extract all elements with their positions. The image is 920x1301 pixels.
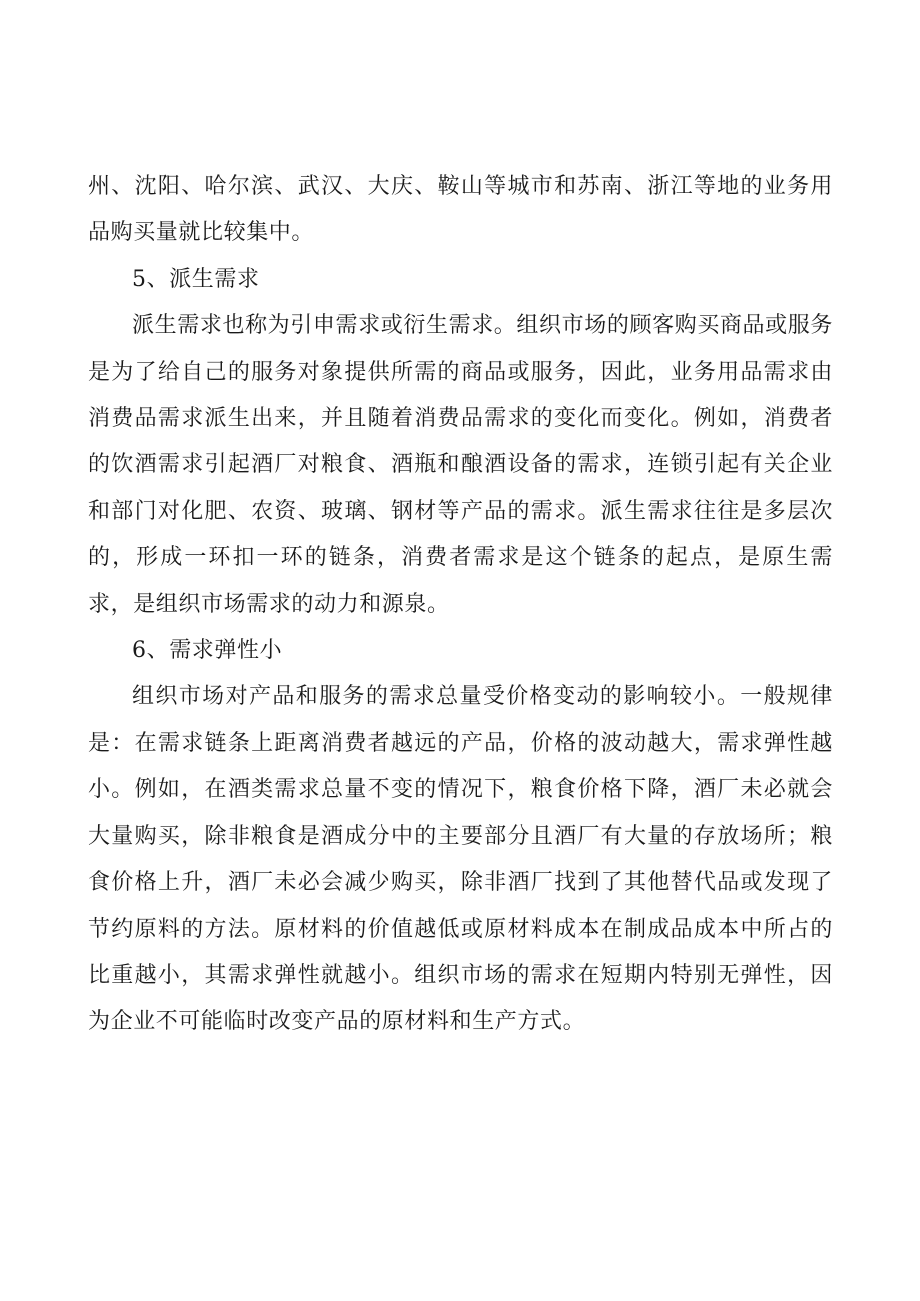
- continuation-paragraph: 州、沈阳、哈尔滨、武汉、大庆、鞍山等城市和苏南、浙江等地的业务用品购买量就比较集中。: [88, 174, 833, 246]
- section-paragraph-low-elasticity: 组织市场对产品和服务的需求总量受价格变动的影响较小。一般规律是：在需求链条上距离消费者越远的产品，价格的波动越大，需求弹性越小。例如，在酒类需求总量不变的情况下，粮食价格下降，酒厂未必就会大量购买，除非粮食是酒成分中的主要部分且酒厂有大量的存放场所；粮食价格上升，酒厂未必会减少购买，除非酒厂找到了其他替代品或发现了节约原料的方法。原材料的价值越低或原材料成本在制成品成本中所占的比重越小，其需求弹性就越小。组织市场的需求在短期内特别无弹性，因为企业不可能临时改变产品的原材料和生产方式。: [88, 684, 833, 1035]
- section-paragraph-derived-demand: 派生需求也称为引申需求或衍生需求。组织市场的顾客购买商品或服务是为了给自己的服务对象提供所需的商品或服务，因此，业务用品需求由消费品需求派生出来，并且随着消费品需求的变化而变化。例如，消费者的饮酒需求引起酒厂对粮食、酒瓶和酿酒设备的需求，连锁引起有关企业和部门对化肥、农资、玻璃、钢材等产品的需求。派生需求往往是多层次的，形成一环扣一环的链条，消费者需求是这个链条的起点，是原生需求，是组织市场需求的动力和源泉。: [88, 313, 833, 617]
- document-body: [88, 164, 833, 1046]
- section-heading-low-elasticity: 6、需求弹性小: [132, 638, 283, 664]
- section-heading-derived-demand: 5、派生需求: [132, 266, 260, 292]
